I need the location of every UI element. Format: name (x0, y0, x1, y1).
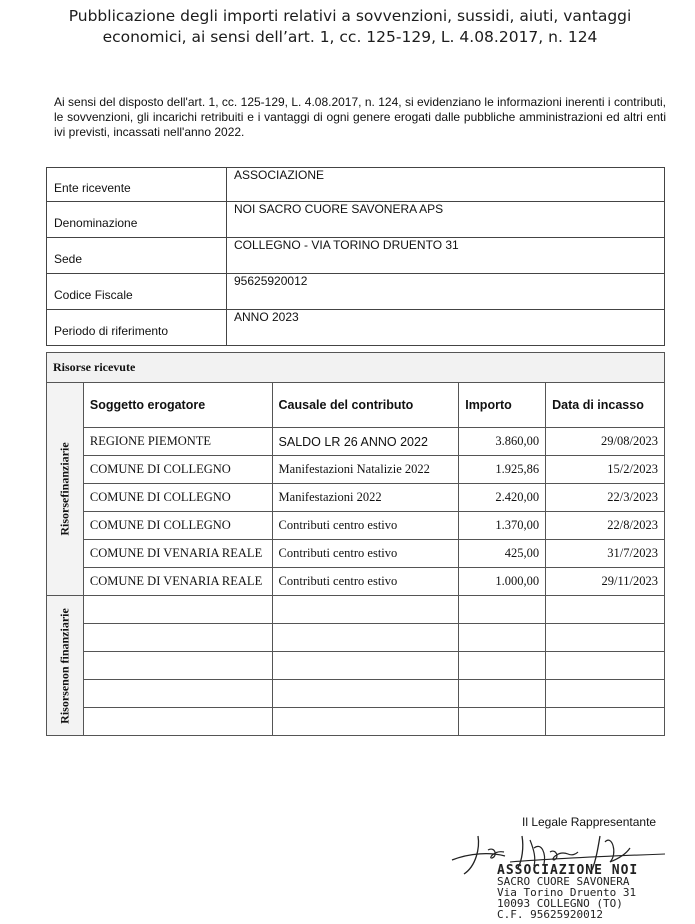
stamp-line: 10093 COLLEGNO (TO) (497, 897, 623, 910)
cell-importo: 1.000,00 (459, 568, 546, 596)
empty-cell (272, 652, 459, 680)
financial-section-label (47, 383, 84, 596)
cell-data: 29/11/2023 (546, 568, 665, 596)
empty-cell (83, 708, 272, 736)
info-row-sede (47, 238, 665, 274)
info-row-denominazione (47, 202, 665, 238)
financial-label-text: Risorsefinanziarie (57, 442, 72, 536)
empty-cell (272, 708, 459, 736)
stamp-line: SACRO CUORE SAVONERA (497, 875, 630, 888)
cell-data: 29/08/2023 (546, 428, 665, 456)
empty-cell (546, 652, 665, 680)
cell-data: 15/2/2023 (546, 456, 665, 484)
col-soggetto: Soggetto erogatore (83, 383, 272, 428)
resources-table (46, 352, 665, 736)
empty-cell (272, 596, 459, 624)
cell-soggetto: COMUNE DI VENARIA REALE (83, 540, 272, 568)
cell-causale: SALDO LR 26 ANNO 2022 (272, 428, 459, 456)
info-label: Periodo di riferimento (47, 310, 227, 346)
document-title: Pubblicazione degli importi relativi a sovvenzioni, sussidi, aiuti, vantaggi economici, ai sensi dell’art. 1, cc. 125-129, L. 4.08.2017, n. 124 (68, 7, 632, 46)
cell-soggetto: COMUNE DI COLLEGNO (83, 512, 272, 540)
info-label: Denominazione (47, 202, 227, 238)
cell-soggetto: REGIONE PIEMONTE (83, 428, 272, 456)
recipient-info-table (46, 167, 665, 346)
empty-row (47, 680, 665, 708)
stamp-line: ASSOCIAZIONE NOI (497, 863, 639, 878)
legal-representative-label: Il Legale Rappresentante (522, 815, 657, 829)
cell-importo: 425,00 (459, 540, 546, 568)
info-row-periodo (47, 310, 665, 346)
empty-cell (546, 680, 665, 708)
nonfinancial-section-label (47, 596, 84, 736)
empty-row (47, 708, 665, 736)
empty-row (47, 624, 665, 652)
empty-cell (272, 680, 459, 708)
info-value: COLLEGNO - VIA TORINO DRUENTO 31 (227, 238, 665, 274)
empty-cell (83, 624, 272, 652)
cell-importo: 3.860,00 (459, 428, 546, 456)
cell-causale: Manifestazioni Natalizie 2022 (272, 456, 459, 484)
cell-data: 31/7/2023 (546, 540, 665, 568)
info-value: 95625920012 (227, 274, 665, 310)
cell-causale: Manifestazioni 2022 (272, 484, 459, 512)
col-data: Data di incasso (546, 383, 665, 428)
empty-cell (546, 708, 665, 736)
cell-soggetto: COMUNE DI COLLEGNO (83, 456, 272, 484)
table-row (47, 484, 665, 512)
intro-paragraph: Ai sensi del disposto dell'art. 1, cc. 125-129, L. 4.08.2017, n. 124, si evidenziano le informazioni inerenti i contributi, le sovvenzioni, gli incarichi retribuiti e i vantaggi di ogni genere erogati dalle pubbliche amministrazioni ed altri enti ivi previsti, incassati nell'anno 2022. (54, 95, 666, 139)
resources-header: Risorse ricevute (47, 353, 665, 383)
empty-cell (83, 680, 272, 708)
table-row (47, 456, 665, 484)
empty-cell (546, 596, 665, 624)
table-row (47, 568, 665, 596)
empty-cell (459, 624, 546, 652)
cell-data: 22/8/2023 (546, 512, 665, 540)
association-stamp (497, 865, 687, 920)
empty-cell (459, 596, 546, 624)
empty-cell (546, 624, 665, 652)
cell-causale: Contributi centro estivo (272, 568, 459, 596)
stamp-line: Via Torino Druento 31 (497, 886, 637, 899)
empty-row (47, 652, 665, 680)
info-value: NOI SACRO CUORE SAVONERA APS (227, 202, 665, 238)
cell-soggetto: COMUNE DI COLLEGNO (83, 484, 272, 512)
cell-soggetto: COMUNE DI VENARIA REALE (83, 568, 272, 596)
empty-cell (459, 652, 546, 680)
cell-causale: Contributi centro estivo (272, 540, 459, 568)
info-row-codice-fiscale (47, 274, 665, 310)
nonfinancial-label-text: Risorsenon finanziarie (57, 607, 72, 724)
empty-row (47, 596, 665, 624)
cell-importo: 1.370,00 (459, 512, 546, 540)
info-value: ANNO 2023 (227, 310, 665, 346)
cell-importo: 2.420,00 (459, 484, 546, 512)
table-row (47, 540, 665, 568)
col-importo: Importo (459, 383, 546, 428)
empty-cell (83, 596, 272, 624)
cell-causale: Contributi centro estivo (272, 512, 459, 540)
empty-cell (83, 652, 272, 680)
empty-cell (459, 708, 546, 736)
cell-importo: 1.925,86 (459, 456, 546, 484)
cell-data: 22/3/2023 (546, 484, 665, 512)
stamp-line: C.F. 95625920012 (497, 908, 603, 921)
empty-cell (272, 624, 459, 652)
info-label: Codice Fiscale (47, 274, 227, 310)
info-label: Ente ricevente (47, 168, 227, 202)
empty-cell (459, 680, 546, 708)
info-row-ente (47, 168, 665, 202)
table-row (47, 428, 665, 456)
info-label: Sede (47, 238, 227, 274)
table-row (47, 512, 665, 540)
info-value: ASSOCIAZIONE (227, 168, 665, 202)
col-causale: Causale del contributo (272, 383, 459, 428)
